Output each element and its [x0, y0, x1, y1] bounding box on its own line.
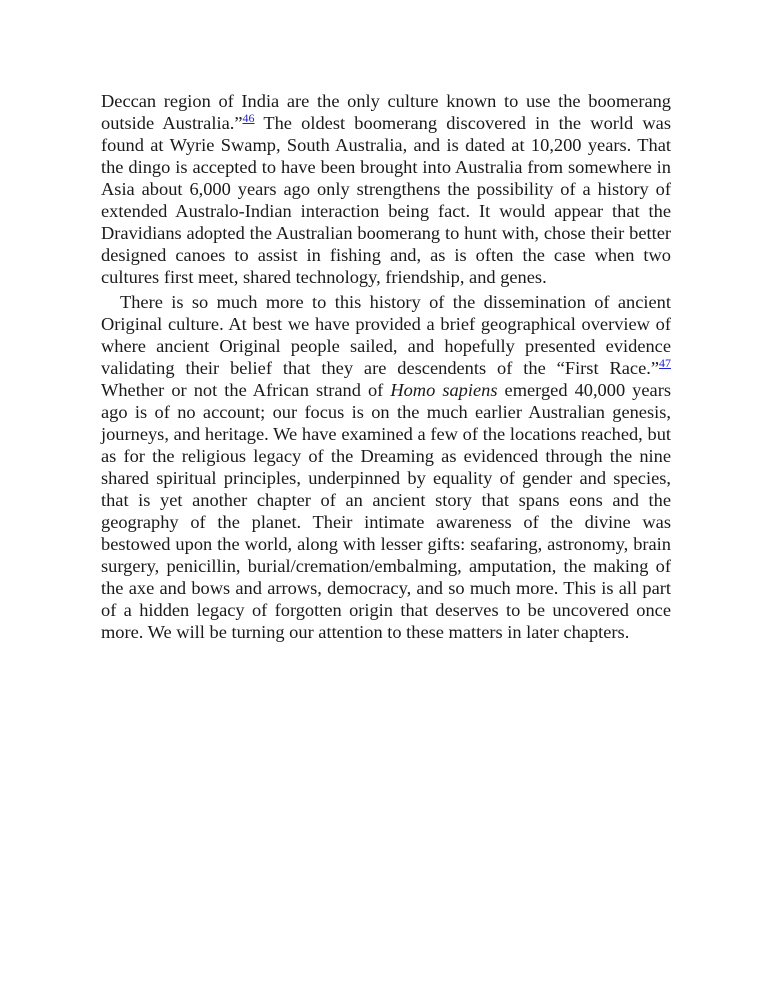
footnote-46-link[interactable]: 46 — [242, 110, 255, 125]
paragraph-2-text-start: There is so much more to this history of the dissemination of ancient Original culture. At best we have provided a brief geographical overview of where ancient Original people sailed, and hopefully presented evidence validating their belief that they are descendents of the “First Race.” — [101, 292, 671, 378]
footnote-46-marker — [243, 111, 255, 125]
paragraph-2-text-end: emerged 40,000 years ago is of no account; our focus is on the much earlier Australian genesis, journeys, and heritage. We have examined a few of the locations reached, but as for the religious legacy of the Dreaming as evidenced through the nine shared spiritual principles, underpinned by equality of gender and species, that is yet another chapter of an ancient story that spans eons and the geography of the planet. Their intimate awareness of the divine was bestowed upon the world, along with lesser gifts: seafaring, astronomy, brain surgery, penicillin, burial/cremation/embalming, amputation, the making of the axe and bows and arrows, democracy, and so much more. This is all part of a hidden legacy of forgotten origin that deserves to be uncovered once more. We will be turning our attention to these matters in later chapters. — [101, 380, 671, 642]
paragraph-1 — [101, 90, 671, 288]
paragraph-1-text-start: Deccan region of India are the only culture known to use the boomerang outside Australia.” — [101, 91, 671, 133]
footnote-47-link[interactable]: 47 — [659, 355, 671, 370]
paragraph-2-text-middle: Whether or not the African strand of — [101, 380, 391, 400]
paragraph-1-text-end: The oldest boomerang discovered in the world was found at Wyrie Swamp, South Australia, and is dated at 10,200 years. That the dingo is accepted to have been brought into Australia from somewhere in Asia about 6,000 years ago only strengthens the possibility of a history of extended Australo-Indian interaction being fact. It would appear that the Dravidians adopted the Australian boomerang to hunt with, chose their better designed canoes to assist in fishing and, as is often the case when two cultures first meet, shared technology, friendship, and genes. — [101, 113, 671, 287]
italic-homo-sapiens: Homo sapiens — [390, 380, 498, 400]
page-body — [101, 90, 671, 643]
footnote-47-marker — [659, 356, 671, 370]
paragraph-2 — [101, 291, 671, 643]
